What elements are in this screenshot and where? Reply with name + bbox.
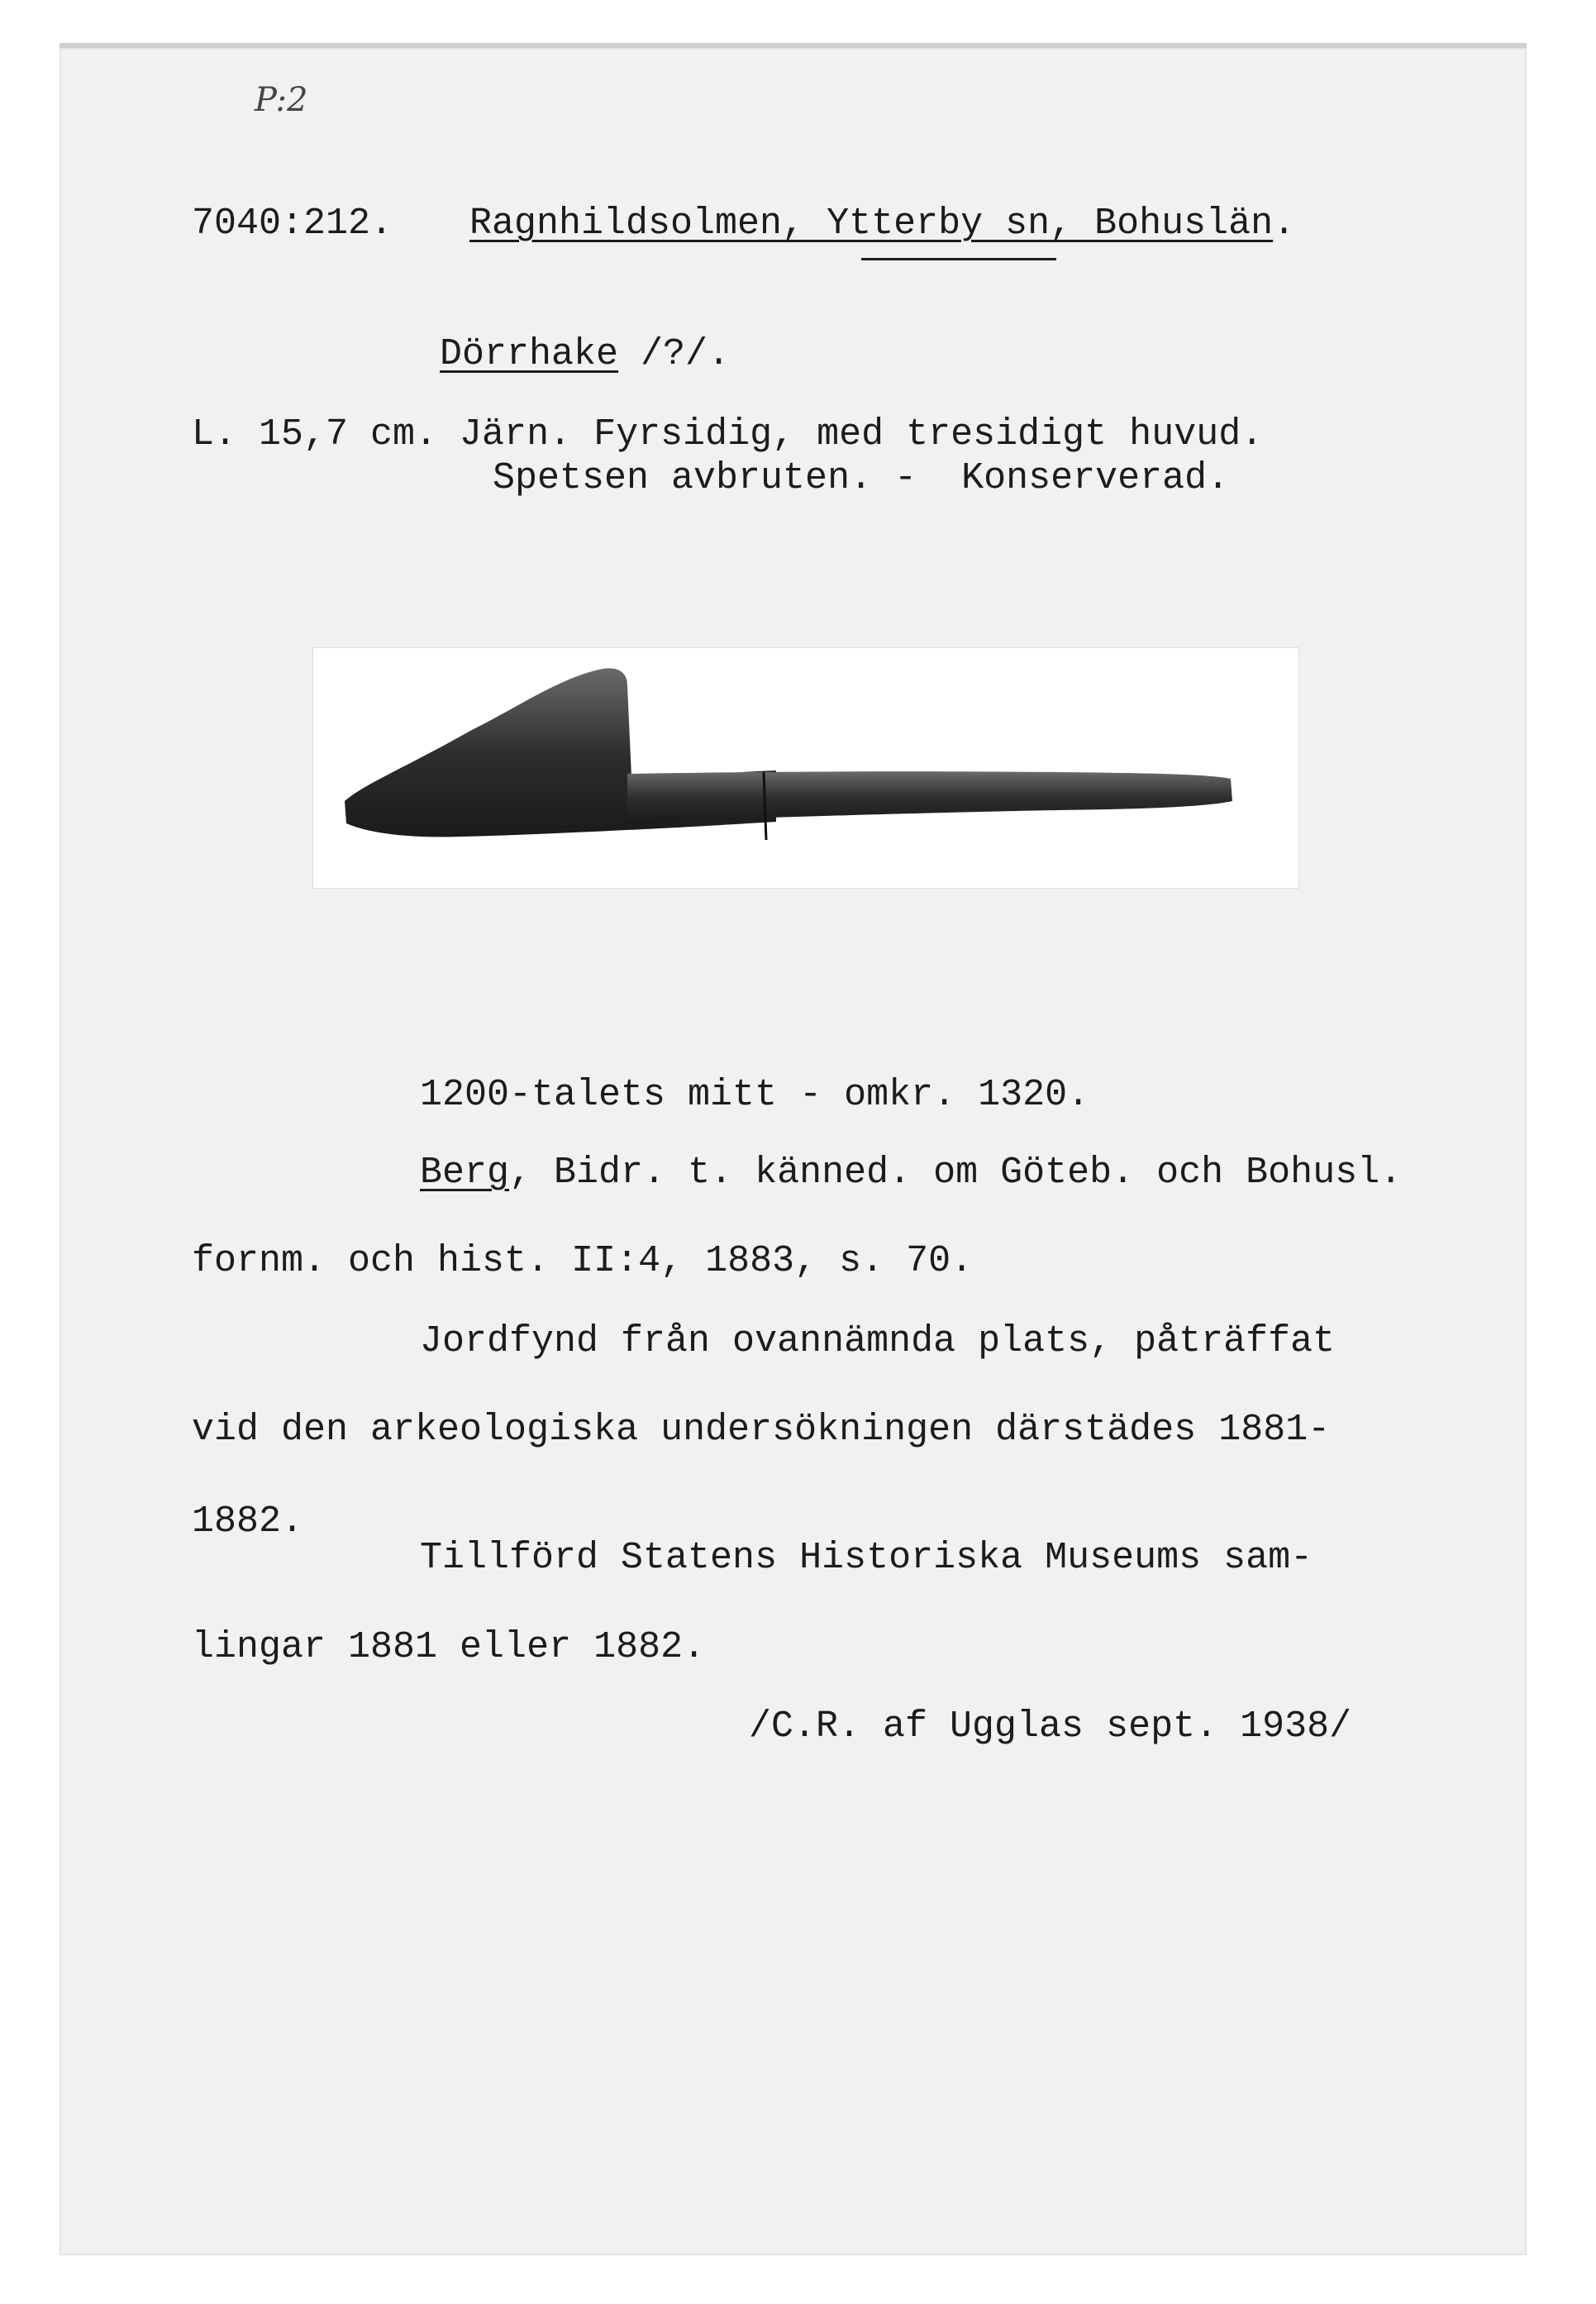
catalog-number: 7040:212. xyxy=(192,203,393,245)
site-double-underline xyxy=(861,258,1056,260)
reference-author: Berg xyxy=(420,1152,510,1194)
object-qualifier: /?/. xyxy=(618,333,731,375)
dating: 1200-talets mitt - omkr. 1320. xyxy=(420,1074,1090,1116)
object-name: Dörrhake xyxy=(440,333,619,375)
find-line-3: 1882. xyxy=(192,1500,304,1543)
site-name: Ragnhildsolmen, Ytterby sn, Bohuslän xyxy=(469,203,1274,245)
reference-line-1 xyxy=(420,1152,1403,1194)
handwritten-mark: P:2 xyxy=(255,81,308,119)
door-hook-image xyxy=(313,648,1298,888)
find-line-2: vid den arkeologiska undersökningen därstädes 1881- xyxy=(192,1409,1331,1451)
signature: /C.R. af Ugglas sept. 1938/ xyxy=(749,1705,1352,1748)
site-end: . xyxy=(1273,203,1296,245)
site-heading xyxy=(469,203,1296,245)
reference-line-2: fornm. och hist. II:4, 1883, s. 70. xyxy=(192,1240,974,1282)
accession-line-2: lingar 1881 eller 1882. xyxy=(192,1626,706,1668)
description-line-1: L. 15,7 cm. Järn. Fyrsidig, med tresidigt huvud. xyxy=(192,413,1264,456)
accession-line-1: Tillförd Statens Historiska Museums sam- xyxy=(420,1537,1313,1579)
find-line-1: Jordfynd från ovannämnda plats, påträffat xyxy=(420,1320,1336,1362)
description-line-2: Spetsen avbruten. - Konserverad. xyxy=(493,457,1230,499)
object-heading xyxy=(440,333,731,375)
reference-line-1-rest: , Bidr. t. känned. om Göteb. och Bohusl. xyxy=(509,1152,1403,1194)
object-photo xyxy=(312,647,1299,889)
